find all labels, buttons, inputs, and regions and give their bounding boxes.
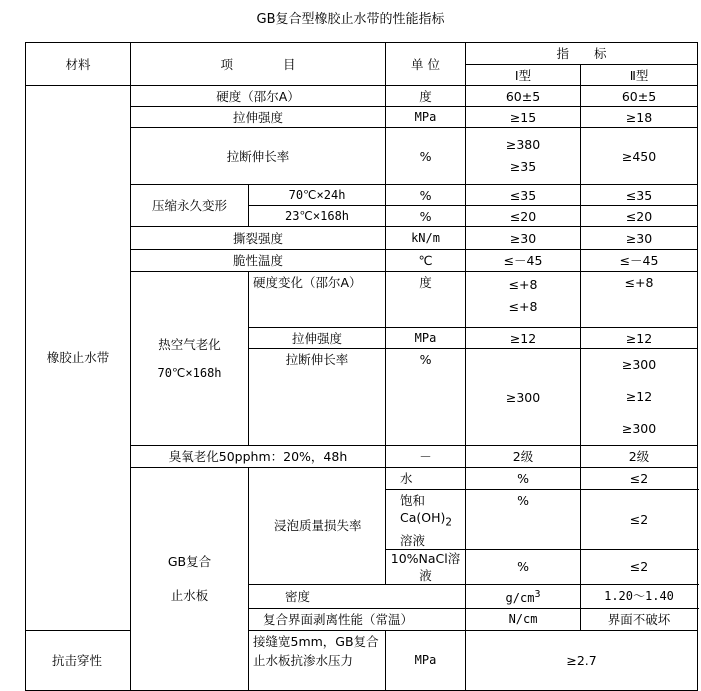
value: ≤+8 bbox=[508, 277, 538, 292]
section-rubber: 橡胶止水带 bbox=[26, 86, 131, 631]
header-unit: 单 位 bbox=[386, 43, 466, 86]
unit: ℃ bbox=[386, 250, 466, 272]
unit: MPa bbox=[386, 328, 466, 349]
item-peel: 复合界面剥离性能（常温） bbox=[249, 608, 466, 630]
unit: % bbox=[466, 549, 581, 584]
header-index: 指 标 bbox=[466, 43, 698, 65]
sub-item-text: 饱和Ca(OH) bbox=[400, 493, 446, 525]
section-board bbox=[131, 468, 249, 691]
board-label-1: GB复合 bbox=[167, 553, 212, 569]
sub-item: 拉伸强度 bbox=[249, 328, 386, 349]
page-title: GB复合型橡胶止水带的性能指标 bbox=[256, 12, 445, 27]
value: ≥450 bbox=[581, 128, 698, 185]
value bbox=[581, 349, 698, 446]
unit: % bbox=[386, 349, 466, 446]
item-ozone: 臭氧老化50pphm：20%，48h bbox=[131, 446, 386, 468]
value bbox=[466, 272, 581, 328]
table-row bbox=[26, 630, 698, 690]
sub-item: 10%NaCl溶液 bbox=[386, 549, 466, 584]
value: ≥18 bbox=[581, 107, 698, 128]
header-item: 项 目 bbox=[131, 43, 386, 86]
unit: % bbox=[466, 490, 581, 550]
superscript: 3 bbox=[534, 588, 541, 600]
value: 60±5 bbox=[581, 86, 698, 107]
value: ≤2 bbox=[581, 549, 698, 584]
value: ≥300 bbox=[621, 357, 657, 372]
item-density: 密度 bbox=[249, 584, 466, 608]
value: ≤20 bbox=[581, 206, 698, 227]
item-aging bbox=[131, 272, 249, 446]
unit bbox=[466, 584, 581, 608]
value: ≤2 bbox=[581, 490, 698, 550]
unit: N/cm bbox=[466, 608, 581, 630]
unit: 度 bbox=[386, 86, 466, 107]
value: ≤20 bbox=[466, 206, 581, 227]
sub-item: 硬度变化（邵尔A） bbox=[249, 272, 386, 328]
value: ≥30 bbox=[466, 227, 581, 250]
value: 60±5 bbox=[466, 86, 581, 107]
aging-condition: 70℃×168h bbox=[157, 365, 222, 380]
item-elongation: 拉断伸长率 bbox=[131, 128, 386, 185]
value: ≤35 bbox=[466, 185, 581, 206]
spec-table bbox=[25, 42, 698, 691]
unit: MPa bbox=[386, 107, 466, 128]
value: ≤－45 bbox=[466, 250, 581, 272]
item-brittle: 脆性温度 bbox=[131, 250, 386, 272]
header-type1: Ⅰ型 bbox=[466, 65, 581, 86]
sub-item: 接缝宽5mm，GB复合止水板抗渗水压力 bbox=[249, 630, 386, 690]
item-compression: 压缩永久变形 bbox=[131, 185, 249, 227]
value: ≥15 bbox=[466, 107, 581, 128]
item-hardness: 硬度（邵尔A） bbox=[131, 86, 386, 107]
value: ≥12 bbox=[625, 389, 653, 404]
value: ≥380 bbox=[505, 137, 541, 152]
value: ≥35 bbox=[509, 159, 537, 174]
value: ≤2 bbox=[581, 468, 698, 490]
unit: MPa bbox=[386, 630, 466, 690]
table-row bbox=[26, 86, 698, 107]
sub-item bbox=[386, 490, 466, 550]
unit: % bbox=[386, 185, 466, 206]
sub-item-text: 溶液 bbox=[400, 532, 426, 548]
item-soak: 浸泡质量损失率 bbox=[249, 468, 386, 585]
unit: 度 bbox=[386, 272, 466, 328]
board-label-2: 止水板 bbox=[170, 587, 209, 603]
item-tensile: 拉伸强度 bbox=[131, 107, 386, 128]
condition: 70℃×24h bbox=[249, 185, 386, 206]
item-puncture: 抗击穿性 bbox=[26, 630, 131, 690]
unit-text: g/cm bbox=[505, 590, 535, 605]
value: 界面不破坏 bbox=[581, 608, 698, 630]
aging-label: 热空气老化 bbox=[158, 336, 221, 352]
item-tear: 撕裂强度 bbox=[131, 227, 386, 250]
value: 1.20～1.40 bbox=[581, 584, 698, 608]
value: ≥2.7 bbox=[466, 630, 698, 690]
value: 2级 bbox=[466, 446, 581, 468]
unit: % bbox=[386, 206, 466, 227]
value: ≥300 bbox=[621, 421, 657, 436]
value: ≥300 bbox=[466, 349, 581, 446]
unit: － bbox=[386, 446, 466, 468]
value: ≥30 bbox=[581, 227, 698, 250]
value bbox=[466, 128, 581, 185]
value: ≤+8 bbox=[508, 299, 538, 314]
sub-item: 水 bbox=[386, 468, 466, 490]
unit: % bbox=[386, 128, 466, 185]
value: 2级 bbox=[581, 446, 698, 468]
unit: kN/m bbox=[386, 227, 466, 250]
value: ≥12 bbox=[581, 328, 698, 349]
sub-item: 拉断伸长率 bbox=[249, 349, 386, 446]
unit: % bbox=[466, 468, 581, 490]
value: ≤35 bbox=[581, 185, 698, 206]
value: ≤+8 bbox=[581, 272, 698, 328]
value: ≤－45 bbox=[581, 250, 698, 272]
header-material: 材料 bbox=[26, 43, 131, 86]
header-type2: Ⅱ型 bbox=[581, 65, 698, 86]
subscript: 2 bbox=[445, 516, 453, 529]
value: ≥12 bbox=[466, 328, 581, 349]
condition: 23℃×168h bbox=[249, 206, 386, 227]
